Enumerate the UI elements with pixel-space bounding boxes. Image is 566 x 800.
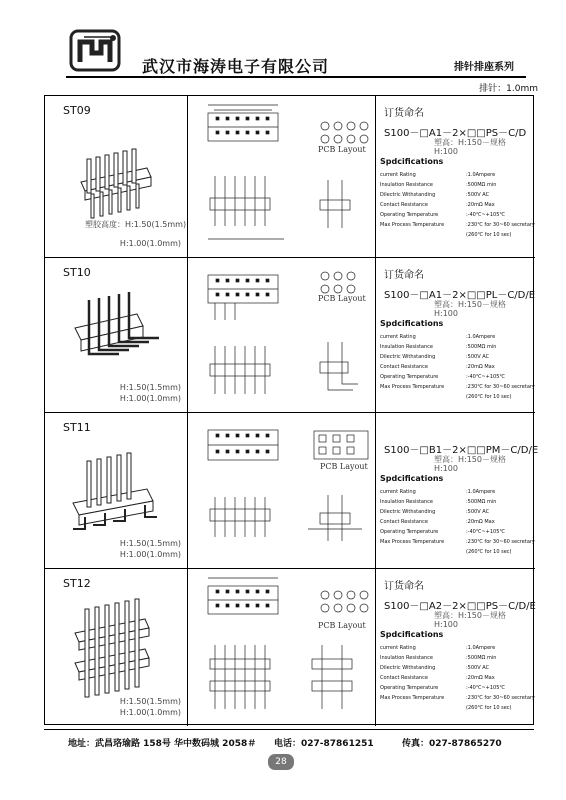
product-row-st09 [45,96,535,258]
spec-value: :1.0Ampere [466,172,496,178]
spec-value: (260℃ for 10 sec) [466,549,512,555]
order-title: 订货命名 [384,108,424,119]
page-header [66,28,526,78]
technical-drawing [188,569,376,726]
specifications-table [380,487,535,557]
product-model: ST11 [63,421,91,434]
specifications-heading: Spdcifications [380,157,444,166]
product-image-cell [45,96,188,257]
spec-value: :20mΩ Max [466,519,495,525]
spec-name: Contact Resistance [380,675,428,681]
product-model: ST09 [63,104,91,117]
technical-drawing [188,96,376,258]
product-model: ST12 [63,577,91,590]
product-model: ST10 [63,266,91,279]
product-image-cell [45,569,188,726]
order-note: 塑高：H:150－规格 H:100 [434,611,506,629]
technical-drawing-cell [188,413,376,568]
spec-name: Operating Temperature [380,529,439,535]
spec-name: Operating Temperature [380,212,439,218]
page-number: 28 [268,754,294,770]
order-spec-cell [376,258,535,412]
height-options [120,238,181,249]
pcb-layout-label: PCB Layout [320,462,368,471]
height-option: H:1.00(1.0mm) [119,394,181,403]
product-row-st12 [45,569,535,726]
specifications-heading: Spdcifications [380,474,444,483]
spec-name: current Rating [380,645,416,651]
spec-value: :500V AC [466,192,490,198]
company-fax: 传真：027-87865270 [402,739,502,749]
product-image-cell [45,258,188,412]
spec-value: :-40℃~+105℃ [466,212,506,218]
spec-name: Dilectric Withstanding [380,665,436,671]
spec-name: Dilectric Withstanding [380,354,436,360]
spec-value: :230℃ for 30~60 secretary [466,695,535,701]
order-spec-cell [376,96,535,257]
spec-value: :20mΩ Max [466,364,495,370]
height-option: H:1.00(1.0mm) [119,708,181,717]
spec-value: :500MΩ min [466,182,497,188]
spec-name [380,547,466,557]
spec-name: Insulation Resistance [380,655,433,661]
spec-name: current Rating [380,489,416,495]
spec-name: Contact Resistance [380,202,428,208]
technical-drawing [188,258,376,413]
spec-name: Max Process Temperature [380,695,445,701]
product-row-st11 [45,413,539,569]
product-row-st10 [45,258,535,413]
spec-name: Contact Resistance [380,364,428,370]
spec-value: :-40℃~+105℃ [466,374,506,380]
height-option: H:1.50(1.5mm) [119,383,181,392]
order-note: 塑高：H:150－规格 H:100 [434,138,506,156]
height-options [120,538,181,560]
spec-name: current Rating [380,334,416,340]
order-code: S100－□B1－2×□□PM－C/D/E [384,445,539,456]
product-image-cell [45,413,188,568]
spec-value: :230℃ for 30~60 secretary [466,222,535,228]
spec-value: :500V AC [466,354,490,360]
spec-name [380,230,466,240]
spec-name: Dilectric Withstanding [380,192,436,198]
plastic-height-note: 塑胶高度：H:1.50(1.5mm) [85,220,187,229]
spec-value: :500MΩ min [466,499,497,505]
footer-rule [44,729,534,730]
spec-name: Insulation Resistance [380,499,433,505]
spec-value: :-40℃~+105℃ [466,685,506,691]
order-note: 塑高：H:150－规格 H:100 [434,300,506,318]
spec-name: Max Process Temperature [380,384,445,390]
spec-name: Dilectric Withstanding [380,509,436,515]
height-options [120,696,181,718]
order-note: 塑高：H:150－规格 H:100 [434,455,506,473]
order-code: S100－□A1－2×□□PS－C/D [384,128,527,139]
company-address: 地址：武昌珞瑜路 158号 华中数码城 2058＃ [68,739,257,749]
spec-value: (260℃ for 10 sec) [466,232,512,238]
spec-value: :20mΩ Max [466,675,495,681]
company-logo-icon [66,28,124,74]
product-catalog-table [44,95,539,725]
height-option: H:1.00(1.0mm) [119,550,181,559]
product-series-label: 排针排座系列 [454,62,514,73]
spec-value: :20mΩ Max [466,202,495,208]
spec-name: Max Process Temperature [380,222,445,228]
spec-name: Insulation Resistance [380,344,433,350]
spec-value: (260℃ for 10 sec) [466,705,512,711]
height-options [120,382,181,404]
spec-name: Operating Temperature [380,374,439,380]
pcb-layout-label: PCB Layout [318,621,366,630]
spec-value: :500V AC [466,665,490,671]
spec-name: Max Process Temperature [380,539,445,545]
spec-name: current Rating [380,172,416,178]
pcb-layout-label: PCB Layout [318,145,366,154]
order-title: 订货命名 [384,581,424,592]
header-rule [66,76,526,78]
spec-name: Contact Resistance [380,519,428,525]
technical-drawing [188,413,376,569]
spec-value: (260℃ for 10 sec) [466,394,512,400]
order-title: 订货命名 [384,270,424,281]
specifications-heading: Spdcifications [380,630,444,639]
order-spec-cell [376,569,535,726]
spec-name [380,392,466,402]
order-spec-cell [376,413,539,568]
spec-value: :500MΩ min [466,344,497,350]
order-code: S100－□A2－2×□□PS－C/D/E [384,601,536,612]
spec-value: :1.0Ampere [466,645,496,651]
spec-value: :-40℃~+105℃ [466,529,506,535]
company-name: 武汉市海涛电子有限公司 [142,57,330,76]
spec-value: :1.0Ampere [466,489,496,495]
spec-name: Insulation Resistance [380,182,433,188]
spec-name [380,703,466,713]
specifications-table [380,170,535,240]
pcb-layout-label: PCB Layout [318,294,366,303]
technical-drawing-cell [188,258,376,412]
spec-value: :500MΩ min [466,655,497,661]
specifications-table [380,332,535,402]
spec-value: :230℃ for 30~60 secretary [466,384,535,390]
spec-value: :1.0Ampere [466,334,496,340]
spec-name: Operating Temperature [380,685,439,691]
specifications-table [380,643,535,713]
pitch-label: 排针：1.0mm [479,84,538,94]
spec-value: :230℃ for 30~60 secretary [466,539,535,545]
order-code: S100－□A1－2×□□PL－C/D/E [384,290,536,301]
technical-drawing-cell [188,96,376,257]
height-option: H:1.50(1.5mm) [119,697,181,706]
company-phone: 电话：027-87861251 [274,739,374,749]
height-option: H:1.00(1.0mm) [119,239,181,248]
specifications-heading: Spdcifications [380,319,444,328]
technical-drawing-cell [188,569,376,726]
spec-value: :500V AC [466,509,490,515]
height-option: H:1.50(1.5mm) [119,539,181,548]
